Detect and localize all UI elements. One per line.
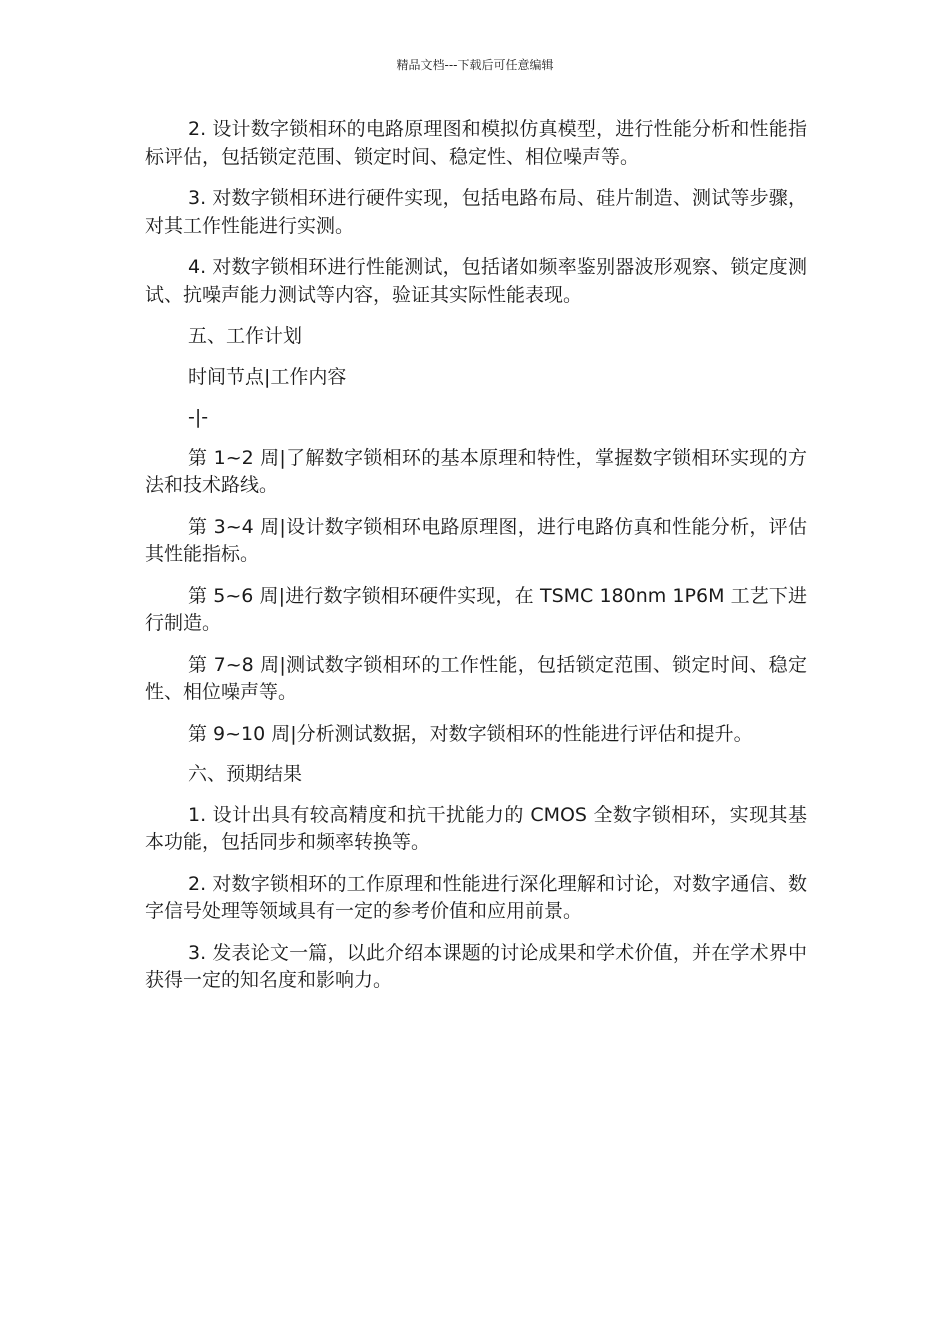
result-item-3: 3. 发表论文一篇，以此介绍本课题的讨论成果和学术价值，并在学术界中获得一定的知名度和影响力。 <box>145 941 807 991</box>
table-row-week-5-6: 第 5~6 周|进行数字锁相环硬件实现，在 TSMC 180nm 1P6M 工艺下进行制造。 <box>145 584 807 634</box>
table-separator-row: -|- <box>188 406 209 428</box>
table-row-week-9-10: 第 9~10 周|分析测试数据，对数字锁相环的性能进行评估和提升。 <box>188 722 753 745</box>
table-row-week-7-8: 第 7~8 周|测试数字锁相环的工作性能，包括锁定范围、锁定时间、稳定性、相位噪声等。 <box>145 653 807 703</box>
list-item-testing: 4. 对数字锁相环进行性能测试，包括诸如频率鉴别器波形观察、锁定度测试、抗噪声能力测试等内容，验证其实际性能表现。 <box>145 256 807 306</box>
section-heading-expected-results: 六、预期结果 <box>188 763 303 785</box>
page-header: 精品文档---下载后可任意编辑 <box>396 58 554 72</box>
result-item-2: 2. 对数字锁相环的工作原理和性能进行深化理解和讨论，对数字通信、数字信号处理等领域具有一定的参考价值和应用前景。 <box>145 872 807 922</box>
table-row-week-1-2: 第 1~2 周|了解数字锁相环的基本原理和特性，掌握数字锁相环实现的方法和技术路线。 <box>145 446 807 496</box>
document-body <box>145 116 807 1009</box>
result-item-1: 1. 设计出具有较高精度和抗干扰能力的 CMOS 全数字锁相环，实现其基本功能，包括同步和频率转换等。 <box>145 803 807 853</box>
table-row-week-3-4: 第 3~4 周|设计数字锁相环电路原理图，进行电路仿真和性能分析，评估其性能指标。 <box>145 515 807 565</box>
table-header-row: 时间节点|工作内容 <box>188 365 347 388</box>
list-item-design: 2. 设计数字锁相环的电路原理图和模拟仿真模型，进行性能分析和性能指标评估，包括锁定范围、锁定时间、稳定性、相位噪声等。 <box>145 118 807 168</box>
section-heading-work-plan: 五、工作计划 <box>188 325 303 347</box>
list-item-hardware: 3. 对数字锁相环进行硬件实现，包括电路布局、硅片制造、测试等步骤，对其工作性能进行实测。 <box>145 187 807 237</box>
